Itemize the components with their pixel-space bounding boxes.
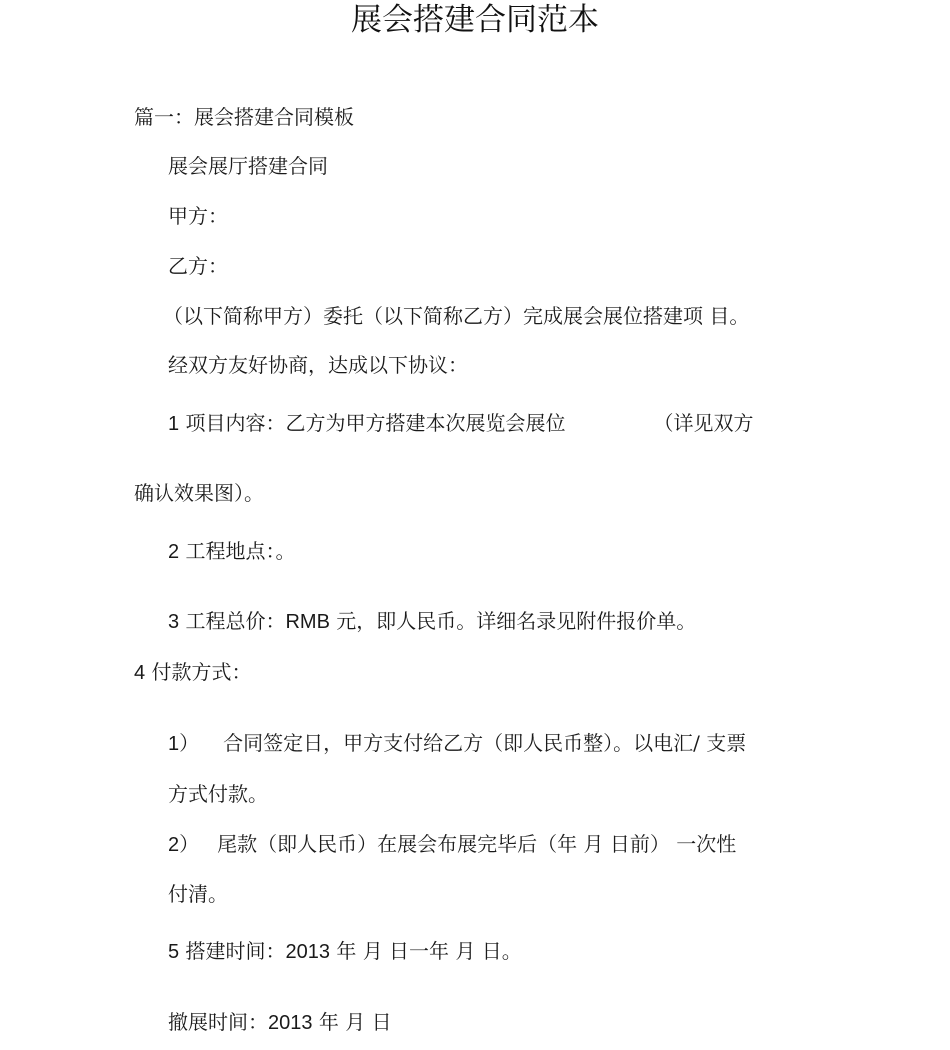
clause-1-continuation: 确认效果图）。 bbox=[134, 481, 264, 505]
clause-3-currency: RMB bbox=[285, 611, 330, 633]
intro-paragraph: （以下简称甲方）委托（以下简称乙方）完成展会展位搭建项 目。 bbox=[163, 304, 750, 328]
clause-4-sub-2-continuation: 付清。 bbox=[168, 882, 228, 906]
clause-2-text: 工程地点：。 bbox=[185, 539, 296, 563]
clause-5 bbox=[168, 937, 522, 966]
clause-1-text: 项目内容：乙方为甲方搭建本次展览会展位 bbox=[185, 411, 566, 435]
clause-5-text-b: 年 月 日一年 月 日。 bbox=[336, 939, 522, 963]
party-a-label: 甲方： bbox=[168, 204, 228, 228]
teardown-year: 2013 bbox=[268, 1012, 313, 1034]
clause-4 bbox=[134, 658, 251, 687]
clause-4-sub-2-label: 2） bbox=[168, 834, 200, 856]
clause-1 bbox=[168, 409, 753, 438]
party-b-label: 乙方： bbox=[168, 254, 228, 278]
clause-5-number: 5 bbox=[168, 941, 180, 963]
clause-4-number: 4 bbox=[134, 662, 146, 684]
clause-4-text: 付款方式： bbox=[151, 660, 252, 684]
clause-4-sub-1-continuation: 方式付款。 bbox=[168, 782, 268, 806]
clause-4-sub-2-text: 尾款（即人民币）在展会布展完毕后（年 月 日前） 一次性 bbox=[217, 832, 737, 856]
agreement-line: 经双方友好协商，达成以下协议： bbox=[168, 353, 468, 377]
clause-4-sub-1-label: 1） bbox=[168, 733, 200, 755]
clause-3 bbox=[168, 607, 696, 636]
teardown-time bbox=[168, 1008, 392, 1037]
clause-5-year: 2013 bbox=[285, 941, 330, 963]
clause-1-number: 1 bbox=[168, 413, 180, 435]
document-title: 展会搭建合同范本 bbox=[351, 2, 599, 38]
contract-name: 展会展厅搭建合同 bbox=[168, 154, 328, 178]
clause-4-sub-2 bbox=[168, 830, 736, 859]
clause-5-text: 搭建时间： bbox=[185, 939, 286, 963]
teardown-text-b: 年 月 日 bbox=[318, 1010, 392, 1034]
clause-3-text-b: 元，即人民币。详细名录见附件报价单。 bbox=[336, 609, 697, 633]
clause-4-sub-1 bbox=[168, 729, 746, 758]
clause-1-text-b: （详见双方 bbox=[653, 411, 754, 435]
clause-3-number: 3 bbox=[168, 611, 180, 633]
clause-2-number: 2 bbox=[168, 541, 180, 563]
clause-2 bbox=[168, 537, 295, 566]
section-heading: 篇一：展会搭建合同模板 bbox=[134, 105, 354, 129]
clause-4-sub-1-text: 合同签定日，甲方支付给乙方（即人民币整）。以电汇/ 支票 bbox=[223, 731, 747, 755]
teardown-label: 撤展时间： bbox=[168, 1010, 268, 1034]
clause-3-text: 工程总价： bbox=[185, 609, 286, 633]
